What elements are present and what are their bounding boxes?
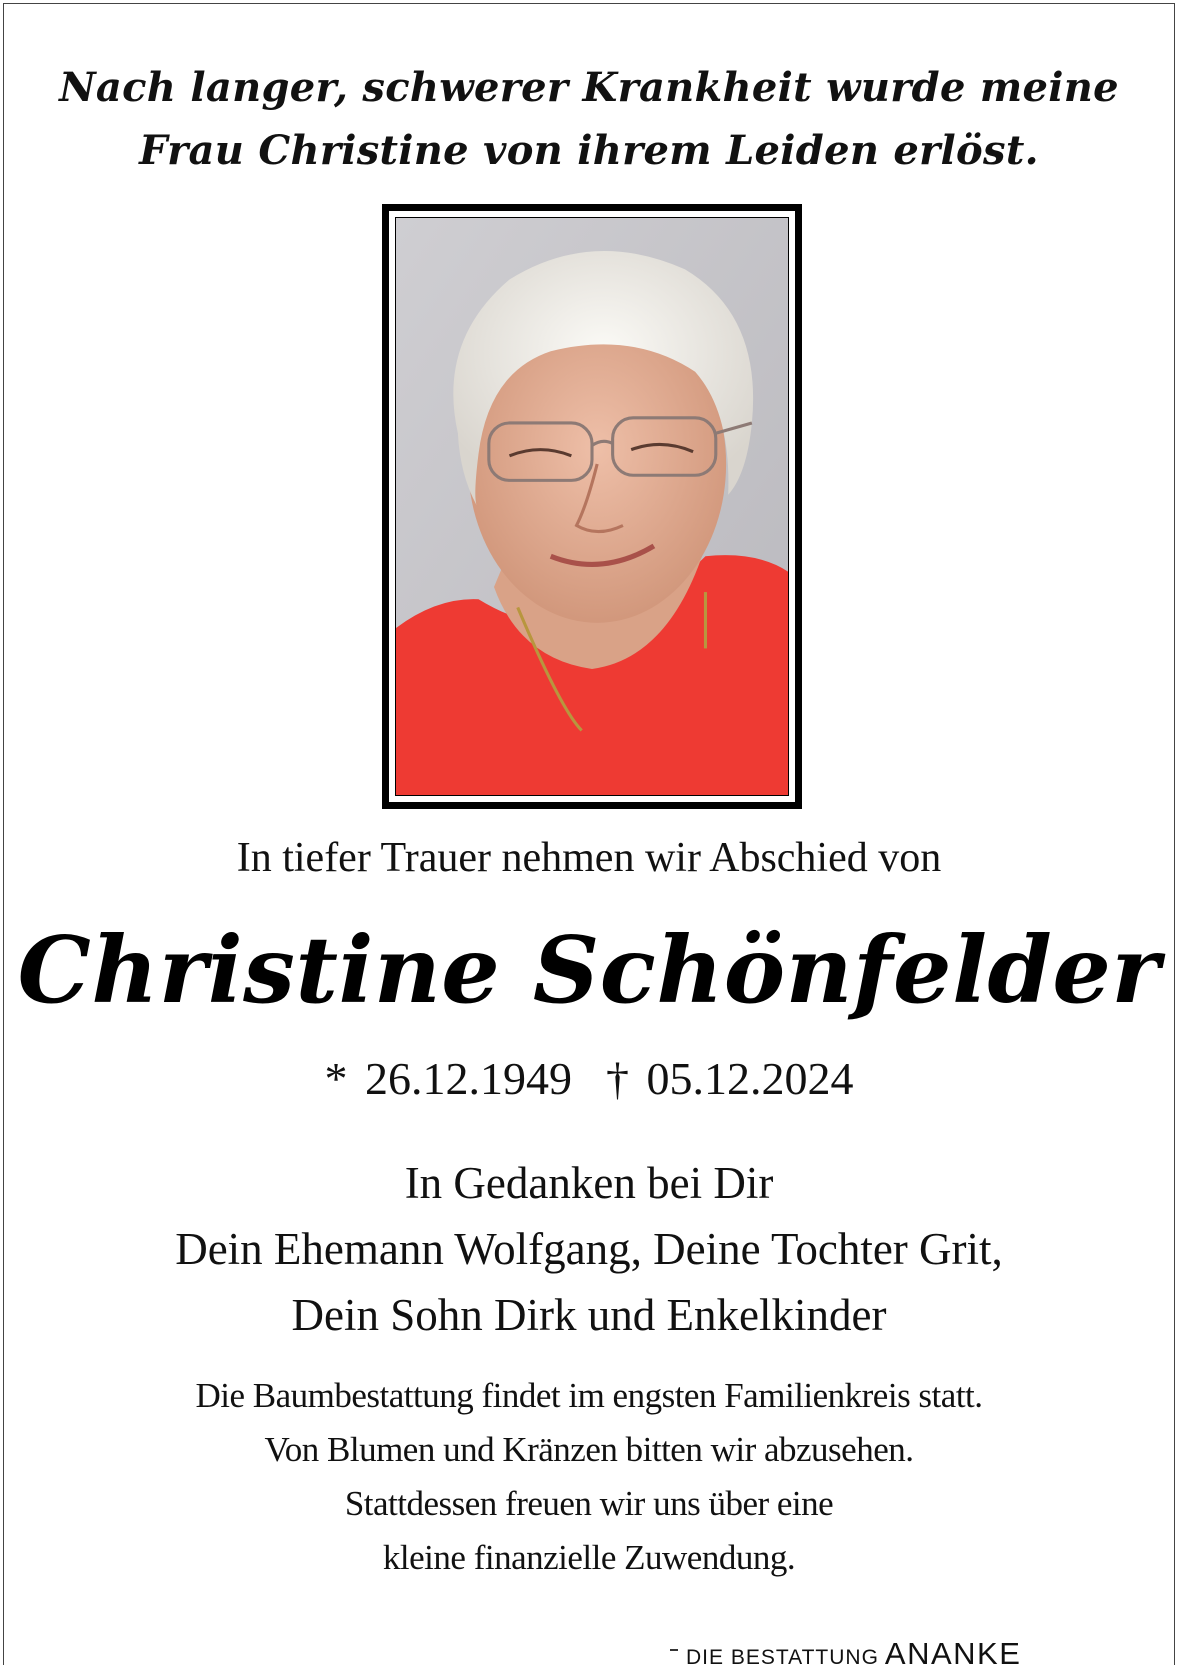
obituary-card: [3, 3, 1175, 1665]
portrait-illustration: [396, 218, 788, 795]
note-line-2: Von Blumen und Kränzen bitten wir abzusehen.: [264, 1430, 914, 1469]
intro-line-2: Frau Christine von ihrem Leiden erlöst.: [139, 127, 1039, 174]
burial-note: [4, 1369, 1174, 1585]
life-dates: [4, 1052, 1174, 1105]
brand-name: ANANKE: [884, 1636, 1022, 1671]
portrait-photo: [395, 217, 789, 796]
funeral-home-footer: [670, 1636, 1180, 1671]
funeral-home-brand: [686, 1636, 1021, 1672]
portrait-frame: [382, 204, 802, 809]
birth-date: * 26.12.1949: [324, 1053, 572, 1104]
mourners-line-3: Dein Sohn Dirk und Enkelkinder: [291, 1290, 887, 1340]
intro-text: [4, 56, 1174, 182]
deceased-name: Christine Schönfelder: [17, 916, 1161, 1024]
intro-line-1: Nach langer, schwerer Krankheit wurde meine: [59, 64, 1119, 111]
mourners-line-2: Dein Ehemann Wolfgang, Deine Tochter Grit,: [175, 1224, 1003, 1274]
note-line-3: Stattdessen freuen wir uns über eine: [344, 1484, 834, 1523]
mourners: [4, 1150, 1174, 1348]
note-line-1: Die Baumbestattung findet im engsten Familienkreis statt.: [195, 1376, 983, 1415]
footer-rule: [670, 1649, 678, 1651]
brand-prefix: DIE BESTATTUNG: [686, 1646, 879, 1669]
note-line-4: kleine finanzielle Zuwendung.: [382, 1538, 796, 1577]
mourners-line-1: In Gedanken bei Dir: [404, 1158, 774, 1208]
death-date: † 05.12.2024: [606, 1053, 854, 1104]
farewell-lead: In tiefer Trauer nehmen wir Abschied von: [236, 835, 942, 881]
